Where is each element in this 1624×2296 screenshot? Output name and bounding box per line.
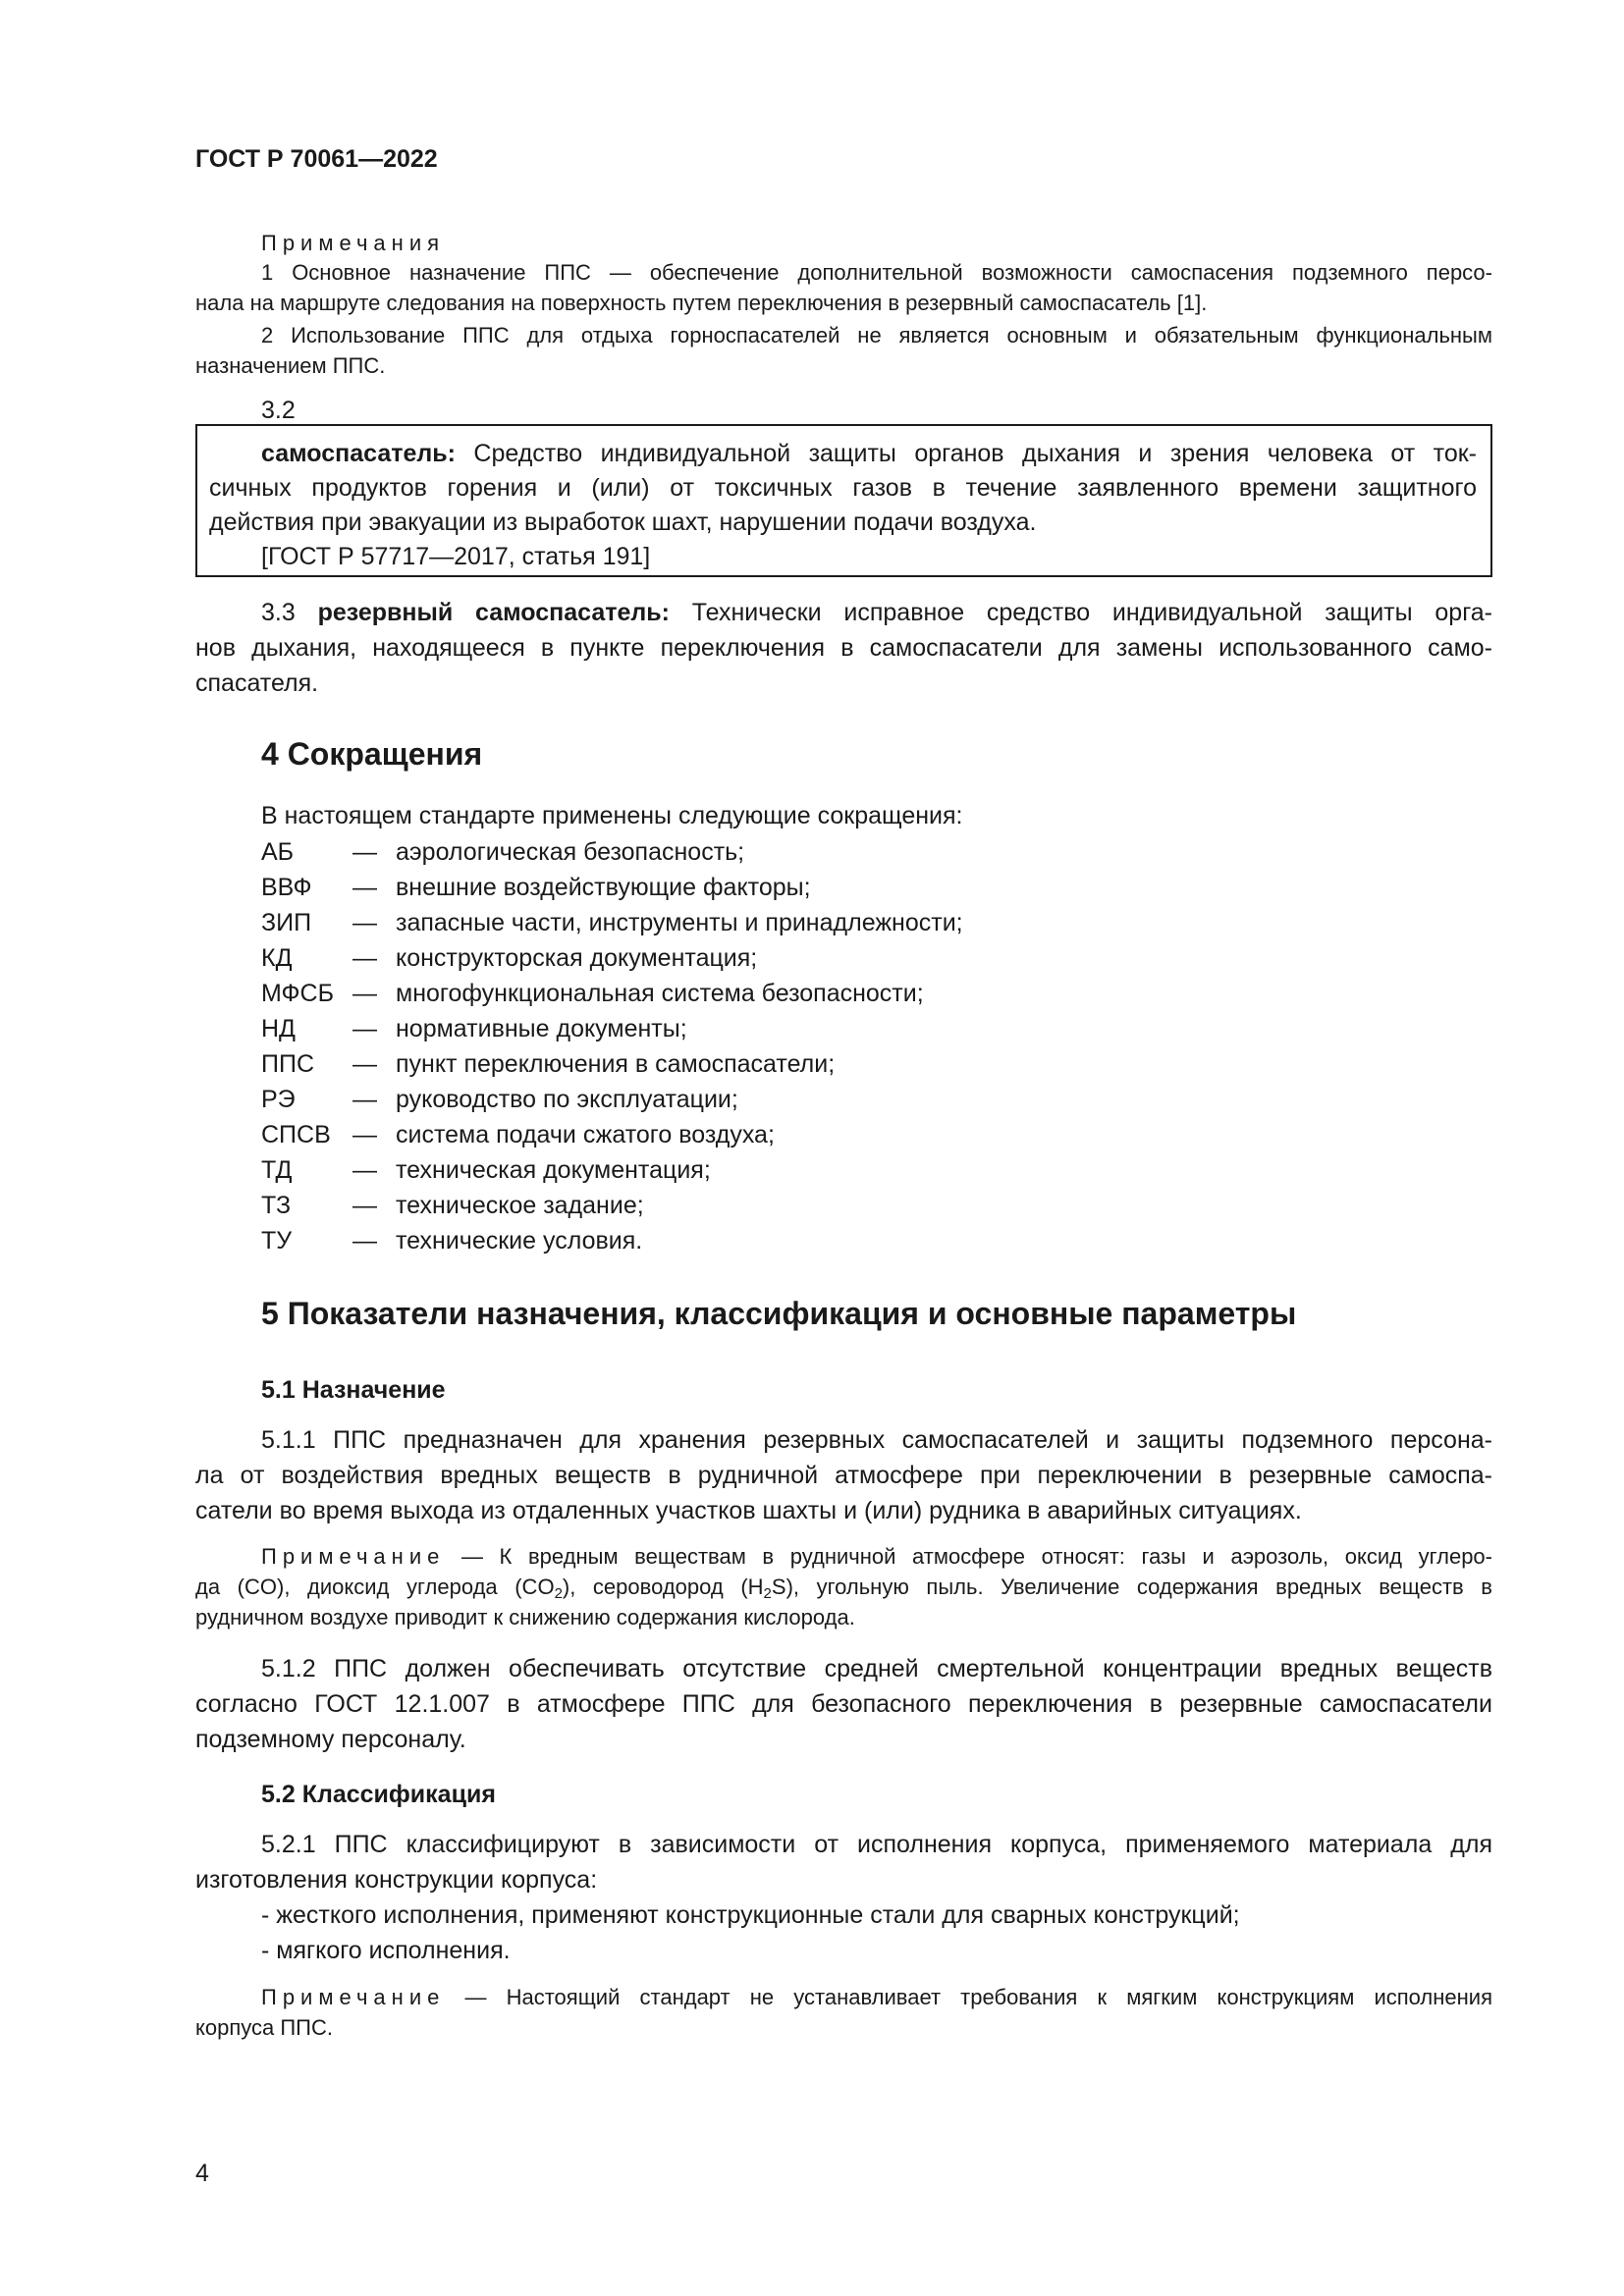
note-label: Примечание [261, 1544, 446, 1569]
abbreviation-code: НД [261, 1015, 296, 1042]
note-5-1-text-c: S), угольную пыль. Увеличение содержания вредных веществ в [771, 1575, 1492, 1599]
term-3-3-line-3: спасателя. [195, 669, 319, 697]
section-5-1-heading: 5.1 Назначение [261, 1376, 446, 1404]
bullet-item: - мягкого исполнения. [261, 1937, 511, 1964]
note-5-1-line-1 [261, 1541, 1492, 1572]
abbreviation-definition: технические условия. [396, 1227, 643, 1255]
section-4-heading: 4 Сокращения [261, 736, 483, 772]
abbreviation-code: ЗИП [261, 909, 312, 936]
term-3-3-number: 3.3 [261, 599, 318, 626]
note-label: Примечание [261, 1985, 446, 2009]
note-5-1-text-b: ), сероводород (H [562, 1575, 764, 1599]
notes-title: Примечания [261, 231, 446, 255]
term-3-3-line-2: нов дыхания, находящееся в пункте переключения в самоспасатели для замены использованного само- [195, 634, 1492, 662]
paragraph-5-1-2-line-2: согласно ГОСТ 12.1.007 в атмосфере ППС для безопасного переключения в резервные самоспасатели [195, 1690, 1492, 1718]
abbreviation-code: РЭ [261, 1086, 296, 1113]
abbreviation-definition: система подачи сжатого воздуха; [396, 1121, 775, 1148]
section-5-2-heading: 5.2 Классификация [261, 1781, 496, 1808]
abbreviation-dash: — [352, 1086, 377, 1113]
note-2-line-2: назначением ППС. [195, 353, 386, 378]
term-3-2-source: [ГОСТ Р 57717—2017, статья 191] [261, 543, 651, 570]
abbreviation-dash: — [352, 1192, 377, 1219]
abbreviation-code: АБ [261, 838, 295, 866]
term-3-3-line-1-text: Технически исправное средство индивидуальной защиты орга- [669, 599, 1492, 626]
abbreviation-code: ППС [261, 1050, 314, 1078]
abbreviation-definition: внешние воздействующие факторы; [396, 874, 811, 901]
note-2-line-1: 2 Использование ППС для отдыха горноспасателей не является основным и обязательным функциональным [261, 323, 1492, 347]
term-3-2-number: 3.2 [261, 397, 296, 424]
abbreviation-code: ТУ [261, 1227, 293, 1255]
abbreviation-definition: нормативные документы; [396, 1015, 687, 1042]
abbreviation-code: ВВФ [261, 874, 312, 901]
abbreviation-dash: — [352, 1121, 377, 1148]
note-5-1-line-3: рудничном воздухе приводит к снижению содержания кислорода. [195, 1605, 855, 1629]
abbreviation-dash: — [352, 874, 377, 901]
abbreviation-definition: техническая документация; [396, 1156, 711, 1184]
abbreviation-definition: техническое задание; [396, 1192, 644, 1219]
abbreviation-definition: аэрологическая безопасность; [396, 838, 745, 866]
note-5-2-line-1-text: — Настоящий стандарт не устанавливает требования к мягким конструкциям исполнения [445, 1985, 1492, 2009]
term-3-2-line-3: действия при эвакуации из выработок шахт, нарушении подачи воздуха. [209, 508, 1037, 536]
note-5-1-line-2 [195, 1572, 1492, 1602]
paragraph-5-2-1-line-1: 5.2.1 ППС классифицируют в зависимости от исполнения корпуса, применяемого материала для [261, 1831, 1492, 1858]
page-number: 4 [195, 2160, 209, 2187]
abbreviation-dash: — [352, 1227, 377, 1255]
abbreviation-code: КД [261, 944, 293, 972]
term-3-2-line-1 [261, 436, 1477, 471]
note-1-line-2: нала на маршруте следования на поверхность путем переключения в резервный самоспасатель [1]. [195, 291, 1208, 315]
document-header: ГОСТ Р 70061—2022 [195, 145, 438, 173]
term-3-3-line-1 [261, 595, 1492, 630]
abbreviation-definition: пункт переключения в самоспасатели; [396, 1050, 836, 1078]
section-4-intro: В настоящем стандарте применены следующие сокращения: [261, 802, 963, 829]
paragraph-5-1-1-line-3: сатели во время выхода из отдаленных участков шахты и (или) рудника в аварийных ситуациях. [195, 1497, 1302, 1524]
note-5-1-text-a: да (CO), диоксид углерода (CO [195, 1575, 555, 1599]
note-1-line-1: 1 Основное назначение ППС — обеспечение дополнительной возможности самоспасения подземного персо- [261, 260, 1492, 285]
subscript: 2 [763, 1585, 772, 1602]
abbreviation-dash: — [352, 909, 377, 936]
term-3-2-line-1-text: Средство индивидуальной защиты органов дыхания и зрения человека от ток- [455, 440, 1477, 467]
abbreviation-code: ТД [261, 1156, 293, 1184]
abbreviation-code: ТЗ [261, 1192, 292, 1219]
note-5-2-line-2: корпуса ППС. [195, 2015, 333, 2040]
term-3-2-term: самоспасатель: [261, 440, 456, 467]
paragraph-5-1-2-line-1: 5.1.2 ППС должен обеспечивать отсутствие средней смертельной концентрации вредных веществ [261, 1655, 1492, 1682]
abbreviation-definition: запасные части, инструменты и принадлежности; [396, 909, 963, 936]
abbreviation-definition: руководство по эксплуатации; [396, 1086, 738, 1113]
term-3-3-term: резервный самоспасатель: [317, 599, 670, 626]
paragraph-5-1-1-line-1: 5.1.1 ППС предназначен для хранения резервных самоспасателей и защиты подземного персона- [261, 1426, 1492, 1454]
abbreviation-dash: — [352, 1015, 377, 1042]
abbreviation-definition: многофункциональная система безопасности; [396, 980, 924, 1007]
abbreviation-definition: конструкторская документация; [396, 944, 758, 972]
term-3-2-line-2: сичных продуктов горения и (или) от токсичных газов в течение заявленного времени защитного [209, 474, 1477, 502]
section-5-heading: 5 Показатели назначения, классификация и основные параметры [261, 1296, 1297, 1331]
note-5-1-line-1-text: — К вредным веществам в рудничной атмосфере относят: газы и аэрозоль, оксид углеро- [445, 1544, 1492, 1569]
abbreviation-code: МФСБ [261, 980, 335, 1007]
paragraph-5-2-1-line-2: изготовления конструкции корпуса: [195, 1866, 598, 1894]
abbreviation-dash: — [352, 944, 377, 972]
abbreviation-dash: — [352, 838, 377, 866]
note-5-2-line-1 [261, 1982, 1492, 2012]
paragraph-5-1-2-line-3: подземному персоналу. [195, 1726, 466, 1753]
abbreviation-dash: — [352, 1050, 377, 1078]
abbreviation-dash: — [352, 1156, 377, 1184]
abbreviation-code: СПСВ [261, 1121, 331, 1148]
abbreviation-dash: — [352, 980, 377, 1007]
paragraph-5-1-1-line-2: ла от воздействия вредных веществ в рудничной атмосфере при переключении в резервные самоспа- [195, 1462, 1492, 1489]
bullet-item: - жесткого исполнения, применяют конструкционные стали для сварных конструкций; [261, 1901, 1240, 1929]
subscript: 2 [554, 1585, 563, 1602]
